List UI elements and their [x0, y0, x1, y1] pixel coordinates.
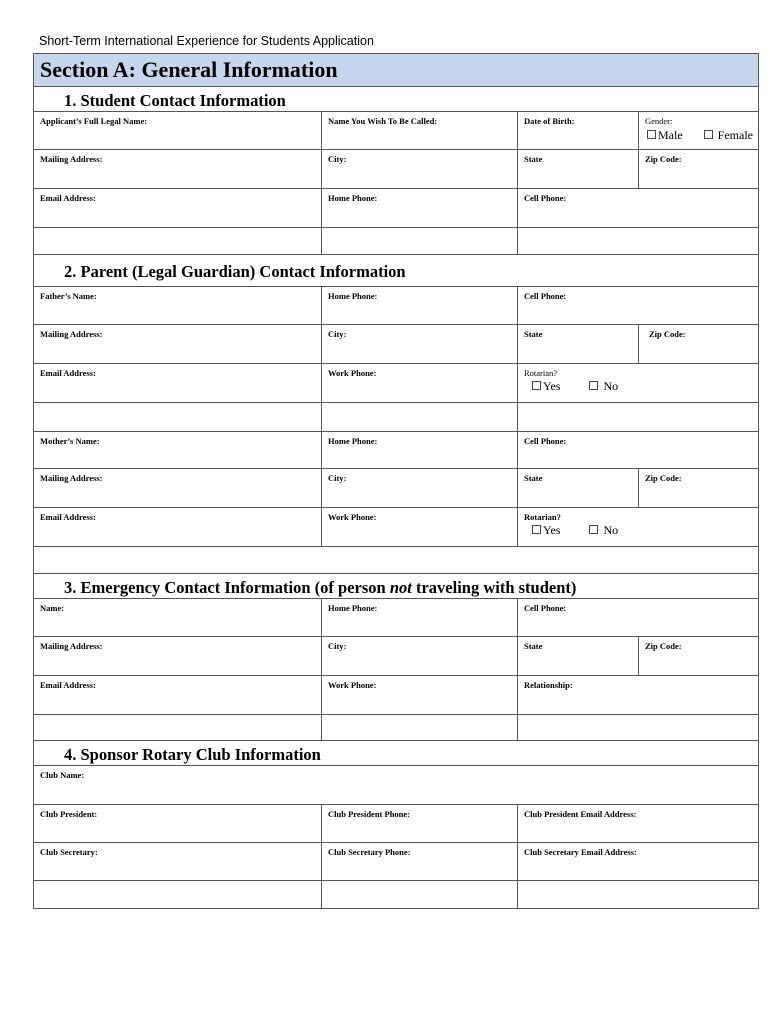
field-label: Relationship: [524, 680, 573, 690]
field-label: Date of Birth: [524, 116, 575, 126]
mother-mailing-field[interactable] [34, 469, 322, 507]
emergency-email-field[interactable] [34, 676, 322, 714]
field-label: Zip Code: [645, 641, 682, 651]
field-label: Home Phone: [328, 291, 378, 301]
field-label: State [524, 329, 543, 339]
gender-male-option[interactable] [647, 128, 683, 142]
mother-name-field[interactable] [34, 432, 322, 468]
father-work-phone-field[interactable] [322, 364, 518, 402]
father-state-field[interactable] [518, 325, 639, 363]
field-label: Home Phone: [328, 436, 378, 446]
blank-field[interactable] [34, 881, 322, 908]
field-label: Name: [40, 603, 65, 613]
preferred-name-field[interactable] [322, 112, 518, 149]
rotarian-no-option[interactable] [589, 523, 618, 537]
home-phone-field[interactable] [322, 189, 518, 227]
student-row-1 [34, 112, 758, 150]
application-form [33, 53, 759, 909]
club-name-field[interactable] [34, 766, 758, 804]
field-label: City: [328, 641, 347, 651]
field-label: Gender: [645, 116, 673, 126]
section-a-title: Section A: General Information [34, 54, 758, 87]
rotarian-yes-option[interactable] [532, 379, 560, 393]
emergency-row-2 [34, 637, 758, 676]
option-label: Yes [543, 379, 561, 393]
club-secretary-field[interactable] [34, 843, 322, 880]
emergency-cell-phone-field[interactable] [518, 599, 758, 636]
option-label: Male [658, 128, 683, 142]
checkbox-icon[interactable] [589, 381, 598, 390]
mailing-address-field[interactable] [34, 150, 322, 188]
father-row-blank [34, 403, 758, 432]
field-label: Club Secretary: [40, 847, 98, 857]
field-label: Zip Code: [645, 473, 682, 483]
field-label: Mailing Address: [40, 641, 103, 651]
field-label: City: [328, 473, 347, 483]
emergency-row-3 [34, 676, 758, 715]
student-contact-heading: 1. Student Contact Information [34, 87, 758, 112]
field-label: Cell Phone: [524, 193, 567, 203]
field-label: Email Address: [40, 680, 96, 690]
blank-field[interactable] [518, 715, 758, 740]
field-label: Home Phone: [328, 193, 378, 203]
father-mailing-field[interactable] [34, 325, 322, 363]
father-name-field[interactable] [34, 287, 322, 324]
field-label: Zip Code: [645, 154, 682, 164]
club-president-email-field[interactable] [518, 805, 758, 842]
field-label: Cell Phone: [524, 603, 567, 613]
field-label: Club President: [40, 809, 98, 819]
mother-work-phone-field[interactable] [322, 508, 518, 546]
mother-row-1 [34, 432, 758, 469]
option-label: No [603, 523, 619, 537]
field-label: Mailing Address: [40, 154, 103, 164]
blank-field[interactable] [518, 228, 758, 254]
field-label: City: [328, 329, 347, 339]
heading-emphasis: not [389, 578, 412, 597]
club-president-phone-field[interactable] [322, 805, 518, 842]
field-label: State [524, 641, 543, 651]
mother-row-blank [34, 547, 758, 574]
father-cell-phone-field[interactable] [518, 287, 758, 324]
emergency-home-phone-field[interactable] [322, 599, 518, 636]
field-label: Work Phone: [328, 512, 377, 522]
club-row-blank [34, 881, 758, 908]
rotarian-no-option[interactable] [589, 379, 618, 393]
mother-state-field[interactable] [518, 469, 639, 507]
city-field[interactable] [322, 150, 518, 188]
field-label: Email Address: [40, 512, 96, 522]
field-label: Home Phone: [328, 603, 378, 613]
field-label: Club Secretary Phone: [328, 847, 411, 857]
field-label: Cell Phone: [524, 291, 567, 301]
checkbox-icon[interactable] [532, 525, 541, 534]
field-label: Work Phone: [328, 368, 377, 378]
emergency-state-field[interactable] [518, 637, 639, 675]
field-label: Work Phone: [328, 680, 377, 690]
field-label: Applicant’s Full Legal Name: [40, 116, 148, 126]
dob-field[interactable] [518, 112, 639, 149]
father-zip-field[interactable] [639, 325, 758, 363]
mother-city-field[interactable] [322, 469, 518, 507]
mother-email-field[interactable] [34, 508, 322, 546]
blank-field[interactable] [518, 881, 758, 908]
legal-name-field[interactable] [34, 112, 322, 149]
emergency-city-field[interactable] [322, 637, 518, 675]
relationship-field[interactable] [518, 676, 758, 714]
mother-home-phone-field[interactable] [322, 432, 518, 468]
father-email-field[interactable] [34, 364, 322, 402]
mother-rotarian-field [518, 508, 758, 546]
field-label: Mailing Address: [40, 473, 103, 483]
mother-zip-field[interactable] [639, 469, 758, 507]
club-secretary-email-field[interactable] [518, 843, 758, 880]
father-row-3 [34, 364, 758, 403]
checkbox-icon[interactable] [589, 525, 598, 534]
field-label: Mother’s Name: [40, 436, 100, 446]
blank-field[interactable] [518, 403, 758, 431]
rotary-club-heading: 4. Sponsor Rotary Club Information [34, 741, 758, 766]
checkbox-icon[interactable] [704, 130, 713, 139]
state-field[interactable] [518, 150, 639, 188]
emergency-row-1 [34, 599, 758, 637]
field-label: Rotarian? [524, 368, 558, 378]
blank-field[interactable] [34, 403, 322, 431]
field-label: Club President Email Address: [524, 809, 637, 819]
heading-part: 3. Emergency Contact Information (of person [64, 578, 390, 597]
student-row-3 [34, 189, 758, 228]
emergency-name-field[interactable] [34, 599, 322, 636]
emergency-mailing-field[interactable] [34, 637, 322, 675]
field-label: Father’s Name: [40, 291, 97, 301]
blank-field[interactable] [34, 715, 322, 740]
field-label: State [524, 473, 543, 483]
field-label: Email Address: [40, 193, 96, 203]
document-title: Short-Term International Experience for Students Application [39, 34, 374, 48]
field-label: City: [328, 154, 347, 164]
club-president-field[interactable] [34, 805, 322, 842]
blank-field[interactable] [322, 228, 518, 254]
zip-field[interactable] [639, 150, 758, 188]
gender-field [639, 112, 758, 149]
blank-field[interactable] [34, 228, 322, 254]
club-row-2 [34, 805, 758, 843]
club-secretary-phone-field[interactable] [322, 843, 518, 880]
email-field[interactable] [34, 189, 322, 227]
field-label: Mailing Address: [40, 329, 103, 339]
field-label: Email Address: [40, 368, 96, 378]
emergency-work-phone-field[interactable] [322, 676, 518, 714]
blank-field[interactable] [322, 403, 518, 431]
field-label: Club President Phone: [328, 809, 411, 819]
field-label: State [524, 154, 543, 164]
blank-field[interactable] [34, 547, 758, 573]
club-row-3 [34, 843, 758, 881]
gender-female-option[interactable] [704, 128, 753, 142]
mother-row-3 [34, 508, 758, 547]
heading-part: traveling with student) [411, 578, 577, 597]
field-label: Rotarian? [524, 512, 561, 522]
cell-phone-field[interactable] [518, 189, 758, 227]
emergency-contact-heading [34, 574, 758, 599]
father-city-field[interactable] [322, 325, 518, 363]
option-label: Yes [543, 523, 561, 537]
checkbox-icon[interactable] [647, 130, 656, 139]
father-rotarian-field [518, 364, 758, 402]
emergency-row-blank [34, 715, 758, 741]
mother-cell-phone-field[interactable] [518, 432, 758, 468]
field-label: Club Name: [40, 770, 85, 780]
emergency-zip-field[interactable] [639, 637, 758, 675]
field-label: Cell Phone: [524, 436, 567, 446]
field-label: Club Secretary Email Address: [524, 847, 637, 857]
field-label: Name You Wish To Be Called: [328, 116, 438, 126]
checkbox-icon[interactable] [532, 381, 541, 390]
club-row-1 [34, 766, 758, 805]
blank-field[interactable] [322, 715, 518, 740]
father-home-phone-field[interactable] [322, 287, 518, 324]
parent-contact-heading: 2. Parent (Legal Guardian) Contact Information [34, 255, 758, 287]
rotarian-yes-option[interactable] [532, 523, 560, 537]
mother-row-2 [34, 469, 758, 508]
student-row-blank [34, 228, 758, 255]
father-row-2 [34, 325, 758, 364]
blank-field[interactable] [322, 881, 518, 908]
field-label: Zip Code: [649, 329, 686, 339]
father-row-1 [34, 287, 758, 325]
option-label: No [603, 379, 619, 393]
student-row-2 [34, 150, 758, 189]
option-label: Female [717, 128, 753, 142]
